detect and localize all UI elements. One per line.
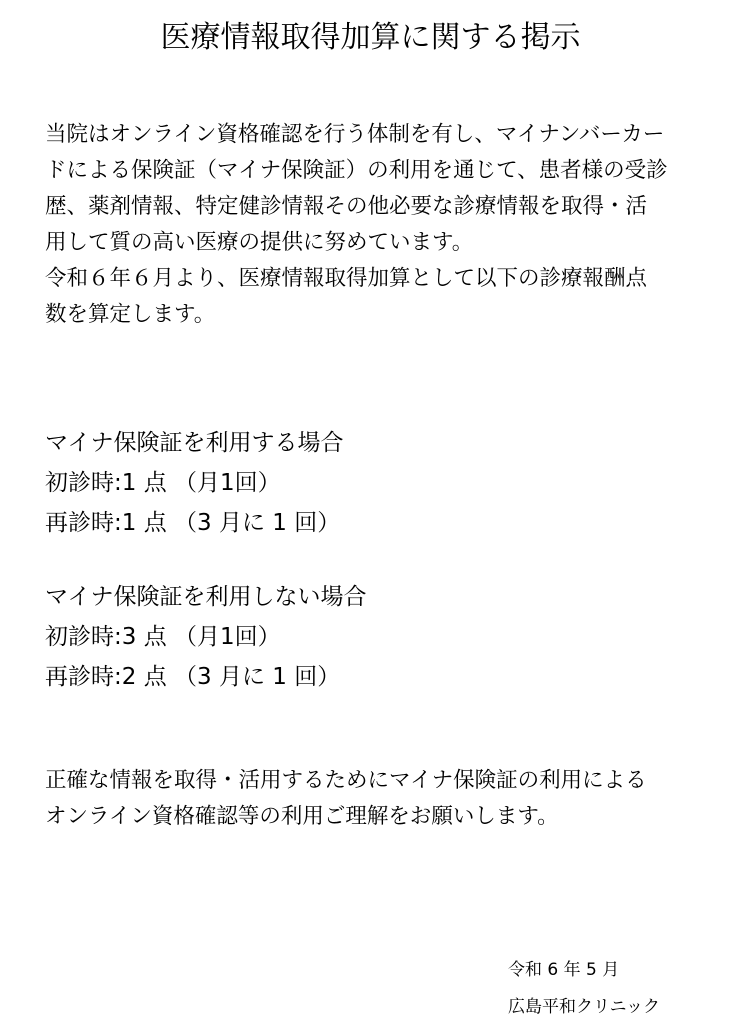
first-visit-fee: 初診時:3 点 （月1回） [45,624,281,650]
fee-section-with-card [45,423,344,543]
closing-line: 正確な情報を取得・活用するためにマイナ保険証の利用による [45,768,647,793]
intro-line: 当院はオンライン資格確認を行う体制を有し、マイナンバーカー [45,122,665,147]
fee-section-heading: マイナ保険証を利用する場合 [45,430,344,456]
notice-title: 医療情報取得加算に関する掲示 [160,20,581,55]
fee-section-heading: マイナ保険証を利用しない場合 [45,584,367,610]
first-visit-fee: 初診時:1 点 （月1回） [45,470,281,496]
revisit-fee: 再診時:1 点 （3 月に 1 回） [45,510,341,536]
closing-paragraph [45,763,647,835]
intro-line: 歴、薬剤情報、特定健診情報その他必要な診療情報を取得・活 [45,194,648,219]
intro-paragraph [45,117,668,333]
revisit-fee: 再診時:2 点 （3 月に 1 回） [45,664,341,690]
intro-line: 数を算定します。 [45,302,216,327]
intro-line: ドによる保険証（マイナ保険証）の利用を通じて、患者様の受診 [45,158,668,183]
closing-line: オンライン資格確認等の利用ご理解をお願いします。 [45,804,559,829]
fee-section-without-card [45,577,367,697]
clinic-name: 広島平和クリニック [508,997,660,1017]
intro-line: 令和６年６月より、医療情報取得加算として以下の診療報酬点 [45,266,648,291]
notice-date: 令和 6 年 5 月 [508,960,620,980]
intro-line: 用して質の高い医療の提供に努めています。 [45,230,474,255]
